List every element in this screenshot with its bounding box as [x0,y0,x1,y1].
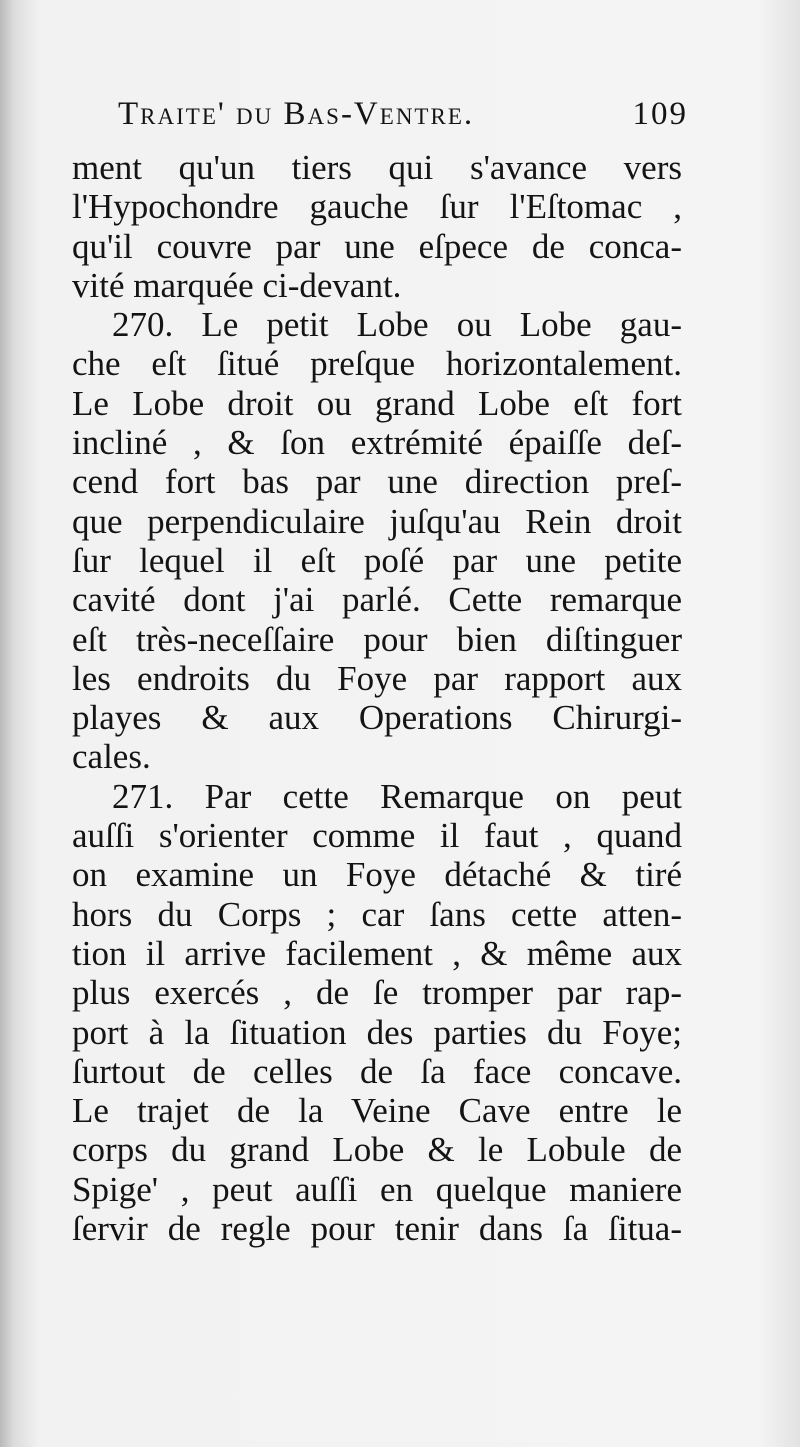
paragraph-271-first-line: 271. Par cette Remarque on peut [112,776,682,816]
text-line: port à la ſituation des parties du Foye; [72,1012,682,1052]
text-line: qu'il couvre par une eſpece de conca- [72,226,682,266]
text-line: cavité dont j'ai parlé. Cette remarque [72,580,682,620]
text-line: on examine un Foye détaché & tiré [72,855,682,895]
text-line: l'Hypochondre gauche ſur l'Eſtomac , [72,187,682,227]
text-line: tion il arrive facilement , & même aux [72,933,682,973]
running-header [118,96,688,146]
text-line: cales. [72,737,151,777]
page-number: 109 [632,96,688,132]
text-line: hors du Corps ; car ſans cette atten- [72,894,682,934]
text-line: corps du grand Lobe & le Lobule de [72,1130,682,1170]
body-text [72,148,682,1248]
text-line: ſervir de regle pour tenir dans ſa ſitua- [72,1209,682,1249]
text-line: les endroits du Foye par rapport aux [72,658,682,698]
text-line: vité marquée ci-devant. [72,265,402,305]
text-line: ſur lequel il eſt poſé par une petite [72,540,682,580]
text-line: ſurtout de celles de ſa face concave. [72,1051,682,1091]
paragraph-270-first-line: 270. Le petit Lobe ou Lobe gau- [112,305,682,345]
text-line: cend fort bas par une direction preſ- [72,462,682,502]
text-line: che eſt ſitué preſque horizontalement. [72,344,682,384]
text-line: auſſi s'orienter comme il faut , quand [72,816,682,856]
text-line: Spige' , peut auſſi en quelque maniere [72,1169,682,1209]
text-line: playes & aux Operations Chirurgi- [72,698,682,738]
text-line: Le Lobe droit ou grand Lobe eſt fort [72,383,682,423]
text-line: plus exercés , de ſe tromper par rap- [72,973,682,1013]
text-line: ment qu'un tiers qui s'avance vers [72,148,682,187]
running-title: Traite' du Bas-Ventre. [118,96,475,132]
text-line: que perpendiculaire juſqu'au Rein droit [72,501,682,541]
text-line: Le trajet de la Veine Cave entre le [72,1091,682,1131]
text-line: eſt très-neceſſaire pour bien diſtinguer [72,619,682,659]
text-line: incliné , & ſon extrémité épaiſſe deſ- [72,423,682,463]
